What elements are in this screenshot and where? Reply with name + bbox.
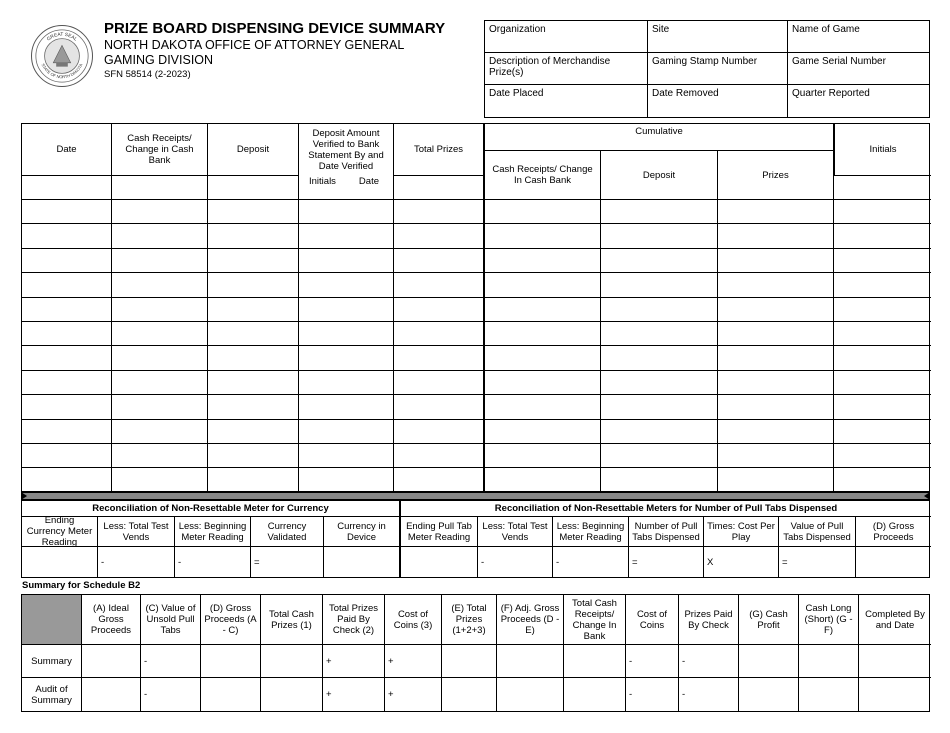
recon-entry-cell[interactable]: = <box>629 547 704 577</box>
recon-entry-cell[interactable] <box>856 547 931 577</box>
ledger-cell[interactable] <box>394 298 485 322</box>
ledger-cell[interactable] <box>394 200 485 224</box>
schedule-column-header: (F) Adj. Gross Proceeds (D - E) <box>497 595 564 645</box>
schedule-entry-cell[interactable]: - <box>679 645 739 678</box>
ledger-cell[interactable] <box>834 395 931 419</box>
ledger-cell[interactable] <box>112 200 208 224</box>
form-number: SFN 58514 (2-2023) <box>104 69 191 80</box>
ledger-cell[interactable] <box>601 444 718 468</box>
schedule-entry-cell[interactable]: - <box>626 678 679 711</box>
ledger-cell[interactable] <box>208 176 299 200</box>
ledger-cell[interactable] <box>208 395 299 419</box>
ledger-cell[interactable] <box>718 444 834 468</box>
ledger-cell[interactable] <box>834 200 931 224</box>
cum-cash-receipts-header: Cash Receipts/ Change In Cash Bank <box>485 151 601 200</box>
ledger-cell[interactable] <box>718 395 834 419</box>
ledger-cell[interactable] <box>485 298 601 322</box>
schedule-entry-cell[interactable]: - <box>141 678 201 711</box>
ledger-cell[interactable] <box>299 420 394 444</box>
ledger-cell[interactable] <box>22 395 112 419</box>
schedule-entry-cell[interactable]: + <box>385 645 442 678</box>
ledger-cell[interactable] <box>394 322 485 346</box>
recon-column-header: Less: Beginning Meter Reading <box>553 517 629 547</box>
ledger-cell[interactable] <box>601 322 718 346</box>
ledger-cell[interactable] <box>112 224 208 248</box>
ledger-cell[interactable] <box>485 224 601 248</box>
ledger-cell[interactable] <box>485 395 601 419</box>
schedule-entry-cell[interactable] <box>442 645 497 678</box>
schedule-entry-cell[interactable] <box>261 645 323 678</box>
schedule-entry-cell[interactable]: - <box>679 678 739 711</box>
recon-column-header: Less: Total Test Vends <box>98 517 175 547</box>
schedule-column-header: Cost of Coins (3) <box>385 595 442 645</box>
cum-deposit-header: Deposit <box>601 151 718 200</box>
ledger-cell[interactable] <box>299 249 394 273</box>
schedule-entry-cell[interactable] <box>82 678 141 711</box>
ledger-cell[interactable] <box>208 444 299 468</box>
schedule-entry-cell[interactable] <box>201 678 261 711</box>
ledger-cell[interactable] <box>485 200 601 224</box>
ledger-cell[interactable] <box>601 200 718 224</box>
recon-column-header: Less: Beginning Meter Reading <box>175 517 251 547</box>
ledger-cell[interactable] <box>208 273 299 297</box>
ledger-cell[interactable] <box>394 346 485 370</box>
ledger-cell[interactable] <box>834 468 931 492</box>
ledger-cell[interactable] <box>834 273 931 297</box>
schedule-title: Summary for Schedule B2 <box>22 580 141 591</box>
ledger-cell[interactable] <box>208 346 299 370</box>
schedule-entry-cell[interactable] <box>739 678 799 711</box>
ledger-cell[interactable] <box>601 273 718 297</box>
schedule-column-header: (A) Ideal Gross Proceeds <box>82 595 141 645</box>
schedule-entry-cell[interactable]: + <box>385 678 442 711</box>
schedule-entry-cell[interactable] <box>799 678 859 711</box>
ledger-cell[interactable] <box>485 371 601 395</box>
recon-entry-cell[interactable] <box>401 547 478 577</box>
recon-column-header: Times: Cost Per Play <box>704 517 779 547</box>
schedule-column-header: Cash Long (Short) (G - F) <box>799 595 859 645</box>
ledger-cell[interactable] <box>601 371 718 395</box>
schedule-column-header: (E) Total Prizes (1+2+3) <box>442 595 497 645</box>
ledger-cell[interactable] <box>834 176 931 200</box>
ledger-cell[interactable] <box>208 224 299 248</box>
ledger-cell[interactable] <box>112 249 208 273</box>
ledger-cell[interactable] <box>834 420 931 444</box>
ledger-cell[interactable] <box>112 273 208 297</box>
ledger-cell[interactable] <box>601 298 718 322</box>
schedule-column-header: Total Prizes Paid By Check (2) <box>323 595 385 645</box>
shaded-corner <box>22 595 82 645</box>
schedule-entry-cell[interactable] <box>859 678 931 711</box>
ledger-cell[interactable] <box>22 468 112 492</box>
recon-entry-cell[interactable]: - <box>478 547 553 577</box>
ledger-cell[interactable] <box>299 224 394 248</box>
description-field[interactable]: Description of Merchandise Prize(s) <box>485 53 648 85</box>
ledger-cell[interactable] <box>718 468 834 492</box>
ledger-cell[interactable] <box>601 346 718 370</box>
deposit-header: Deposit <box>208 124 299 176</box>
recon-entry-cell[interactable]: - <box>98 547 175 577</box>
schedule-column-header: Prizes Paid By Check <box>679 595 739 645</box>
ledger-cell[interactable] <box>834 249 931 273</box>
cumulative-header: Cumulative <box>485 124 834 151</box>
ledger-cell[interactable] <box>22 444 112 468</box>
ledger-cell[interactable] <box>112 468 208 492</box>
ledger-cell[interactable] <box>208 371 299 395</box>
schedule-column-header: (C) Value of Unsold Pull Tabs <box>141 595 201 645</box>
ledger-cell[interactable] <box>394 371 485 395</box>
ledger-cell[interactable] <box>485 468 601 492</box>
ledger-cell[interactable] <box>208 420 299 444</box>
recon-column-header: Ending Currency Meter Reading <box>22 517 98 547</box>
ledger-cell[interactable] <box>112 298 208 322</box>
recon-column-header: (D) Gross Proceeds <box>856 517 931 547</box>
ledger-cell[interactable] <box>299 322 394 346</box>
ledger-cell[interactable] <box>601 395 718 419</box>
ledger-cell[interactable] <box>718 322 834 346</box>
verified-sublabels[interactable] <box>299 176 394 200</box>
ledger-cell[interactable] <box>718 249 834 273</box>
schedule-row-label: Summary <box>22 645 82 678</box>
recon-column-header: Currency Validated <box>251 517 324 547</box>
schedule-entry-cell[interactable]: - <box>626 645 679 678</box>
schedule-entry-cell[interactable] <box>564 645 626 678</box>
ledger-cell[interactable] <box>718 346 834 370</box>
ledger-cell[interactable] <box>208 468 299 492</box>
ledger-cell[interactable] <box>112 395 208 419</box>
recon-entry-cell[interactable]: - <box>553 547 629 577</box>
seal-top-text: GREAT SEAL <box>46 32 78 43</box>
recon-column-header: Less: Total Test Vends <box>478 517 553 547</box>
schedule-entry-cell[interactable] <box>442 678 497 711</box>
division-name: GAMING DIVISION <box>104 53 214 67</box>
recon-entry-cell[interactable] <box>324 547 401 577</box>
schedule-column-header: Total Cash Receipts/ Change In Bank <box>564 595 626 645</box>
ledger-cell[interactable] <box>299 468 394 492</box>
recon-column-header: Ending Pull Tab Meter Reading <box>401 517 478 547</box>
recon-column-header: Currency in Device <box>324 517 401 547</box>
ledger-cell[interactable] <box>394 420 485 444</box>
ledger-cell[interactable] <box>601 468 718 492</box>
ledger-cell[interactable] <box>22 249 112 273</box>
ledger-cell[interactable] <box>718 273 834 297</box>
title-block <box>104 20 474 81</box>
recon-entry-cell[interactable]: = <box>251 547 324 577</box>
total-prizes-header: Total Prizes <box>394 124 485 176</box>
schedule-column-header: Total Cash Prizes (1) <box>261 595 323 645</box>
game-info-table <box>484 20 930 118</box>
date-header: Date <box>22 124 112 176</box>
ledger-cell[interactable] <box>485 420 601 444</box>
ledger-cell[interactable] <box>834 298 931 322</box>
initials-sublabel: Initials <box>309 176 336 187</box>
ledger-table <box>21 123 930 492</box>
ledger-cell[interactable] <box>834 224 931 248</box>
ledger-cell[interactable] <box>299 371 394 395</box>
ledger-cell[interactable] <box>394 444 485 468</box>
ledger-cell[interactable] <box>394 249 485 273</box>
ledger-cell[interactable] <box>601 249 718 273</box>
schedule-entry-cell[interactable] <box>201 645 261 678</box>
ledger-cell[interactable] <box>112 346 208 370</box>
ledger-cell[interactable] <box>22 200 112 224</box>
cum-prizes-header: Prizes <box>718 151 834 200</box>
quarter-reported-field[interactable]: Quarter Reported <box>792 88 870 99</box>
ledger-cell[interactable] <box>22 176 112 200</box>
deposit-verified-header: Deposit Amount Verified to Bank Statement By and Date Verified <box>299 124 394 176</box>
schedule-entry-cell[interactable] <box>261 678 323 711</box>
ledger-cell[interactable] <box>601 420 718 444</box>
ledger-cell[interactable] <box>834 346 931 370</box>
form-title: PRIZE BOARD DISPENSING DEVICE SUMMARY <box>104 20 446 37</box>
initials-header: Initials <box>834 124 931 176</box>
name-of-game-field[interactable]: Name of Game <box>788 21 929 53</box>
ledger-cell[interactable] <box>299 200 394 224</box>
ledger-cell[interactable] <box>834 322 931 346</box>
ledger-cell[interactable] <box>112 420 208 444</box>
ledger-cell[interactable] <box>112 322 208 346</box>
ledger-cell[interactable] <box>22 420 112 444</box>
ledger-cell[interactable] <box>112 371 208 395</box>
schedule-b2-table <box>21 594 930 712</box>
schedule-entry-cell[interactable] <box>82 645 141 678</box>
recon-column-header: Number of Pull Tabs Dispensed <box>629 517 704 547</box>
organization-field[interactable]: Organization <box>485 21 648 53</box>
ledger-cell[interactable] <box>394 468 485 492</box>
seal-bottom-text: STATE OF NORTH DAKOTA <box>40 62 84 80</box>
schedule-column-header: (G) Cash Profit <box>739 595 799 645</box>
ledger-cell[interactable] <box>601 224 718 248</box>
ledger-cell[interactable] <box>485 444 601 468</box>
ledger-cell[interactable] <box>208 200 299 224</box>
reconciliation-table <box>21 500 930 578</box>
ledger-cell[interactable] <box>299 273 394 297</box>
site-field[interactable]: Site <box>648 21 788 53</box>
date-sublabel: Date <box>358 176 379 187</box>
ledger-cell[interactable] <box>718 298 834 322</box>
ledger-cell[interactable] <box>208 249 299 273</box>
ledger-cell[interactable] <box>112 176 208 200</box>
ledger-cell[interactable] <box>485 273 601 297</box>
pulltab-recon-title: Reconciliation of Non-Resettable Meters for Number of Pull Tabs Dispensed <box>401 501 931 517</box>
ledger-cell[interactable] <box>485 322 601 346</box>
recon-column-header: Value of Pull Tabs Dispensed <box>779 517 856 547</box>
ledger-cell[interactable] <box>299 346 394 370</box>
schedule-column-header: Completed By and Date <box>859 595 931 645</box>
schedule-column-header: (D) Gross Proceeds (A - C) <box>201 595 261 645</box>
date-placed-field[interactable]: Date Placed <box>485 85 648 117</box>
agency-name: NORTH DAKOTA OFFICE OF ATTORNEY GENERAL <box>104 38 405 52</box>
recon-entry-cell[interactable]: X <box>704 547 779 577</box>
ledger-cell[interactable] <box>208 322 299 346</box>
ledger-cell[interactable] <box>22 322 112 346</box>
schedule-entry-cell[interactable]: + <box>323 645 385 678</box>
ledger-cell[interactable] <box>718 224 834 248</box>
recon-entry-cell[interactable]: = <box>779 547 856 577</box>
schedule-entry-cell[interactable] <box>497 678 564 711</box>
gaming-stamp-field[interactable]: Gaming Stamp Number <box>648 53 788 85</box>
ledger-cell[interactable] <box>299 395 394 419</box>
ledger-cell[interactable] <box>208 298 299 322</box>
ledger-cell[interactable] <box>299 444 394 468</box>
ledger-cell[interactable] <box>718 371 834 395</box>
ledger-cell[interactable] <box>718 420 834 444</box>
cash-receipts-header: Cash Receipts/ Change in Cash Bank <box>112 124 208 176</box>
ledger-cell[interactable] <box>834 444 931 468</box>
ledger-cell[interactable] <box>22 346 112 370</box>
currency-recon-title: Reconciliation of Non-Resettable Meter for Currency <box>22 501 401 517</box>
schedule-entry-cell[interactable] <box>739 645 799 678</box>
ledger-cell[interactable] <box>718 200 834 224</box>
ledger-cell[interactable] <box>112 444 208 468</box>
schedule-entry-cell[interactable]: - <box>141 645 201 678</box>
ledger-cell[interactable] <box>394 176 485 200</box>
schedule-entry-cell[interactable]: + <box>323 678 385 711</box>
game-serial-field[interactable]: Game Serial Number <box>788 53 929 85</box>
ledger-cell[interactable] <box>485 346 601 370</box>
ledger-cell[interactable] <box>394 273 485 297</box>
ledger-cell[interactable] <box>299 298 394 322</box>
section-divider <box>21 492 930 500</box>
ledger-cell[interactable] <box>834 371 931 395</box>
ledger-cell[interactable] <box>22 371 112 395</box>
ledger-cell[interactable] <box>22 224 112 248</box>
schedule-entry-cell[interactable] <box>497 645 564 678</box>
ledger-cell[interactable] <box>394 395 485 419</box>
schedule-entry-cell[interactable] <box>859 645 931 678</box>
recon-entry-cell[interactable]: - <box>175 547 251 577</box>
schedule-entry-cell[interactable] <box>799 645 859 678</box>
schedule-entry-cell[interactable] <box>564 678 626 711</box>
state-seal <box>31 25 93 87</box>
ledger-cell[interactable] <box>485 249 601 273</box>
ledger-cell[interactable] <box>394 224 485 248</box>
schedule-row-label: Audit of Summary <box>22 678 82 711</box>
schedule-column-header: Cost of Coins <box>626 595 679 645</box>
ledger-cell[interactable] <box>22 273 112 297</box>
recon-entry-cell[interactable] <box>22 547 98 577</box>
ledger-cell[interactable] <box>22 298 112 322</box>
date-removed-field[interactable]: Date Removed <box>648 85 788 117</box>
